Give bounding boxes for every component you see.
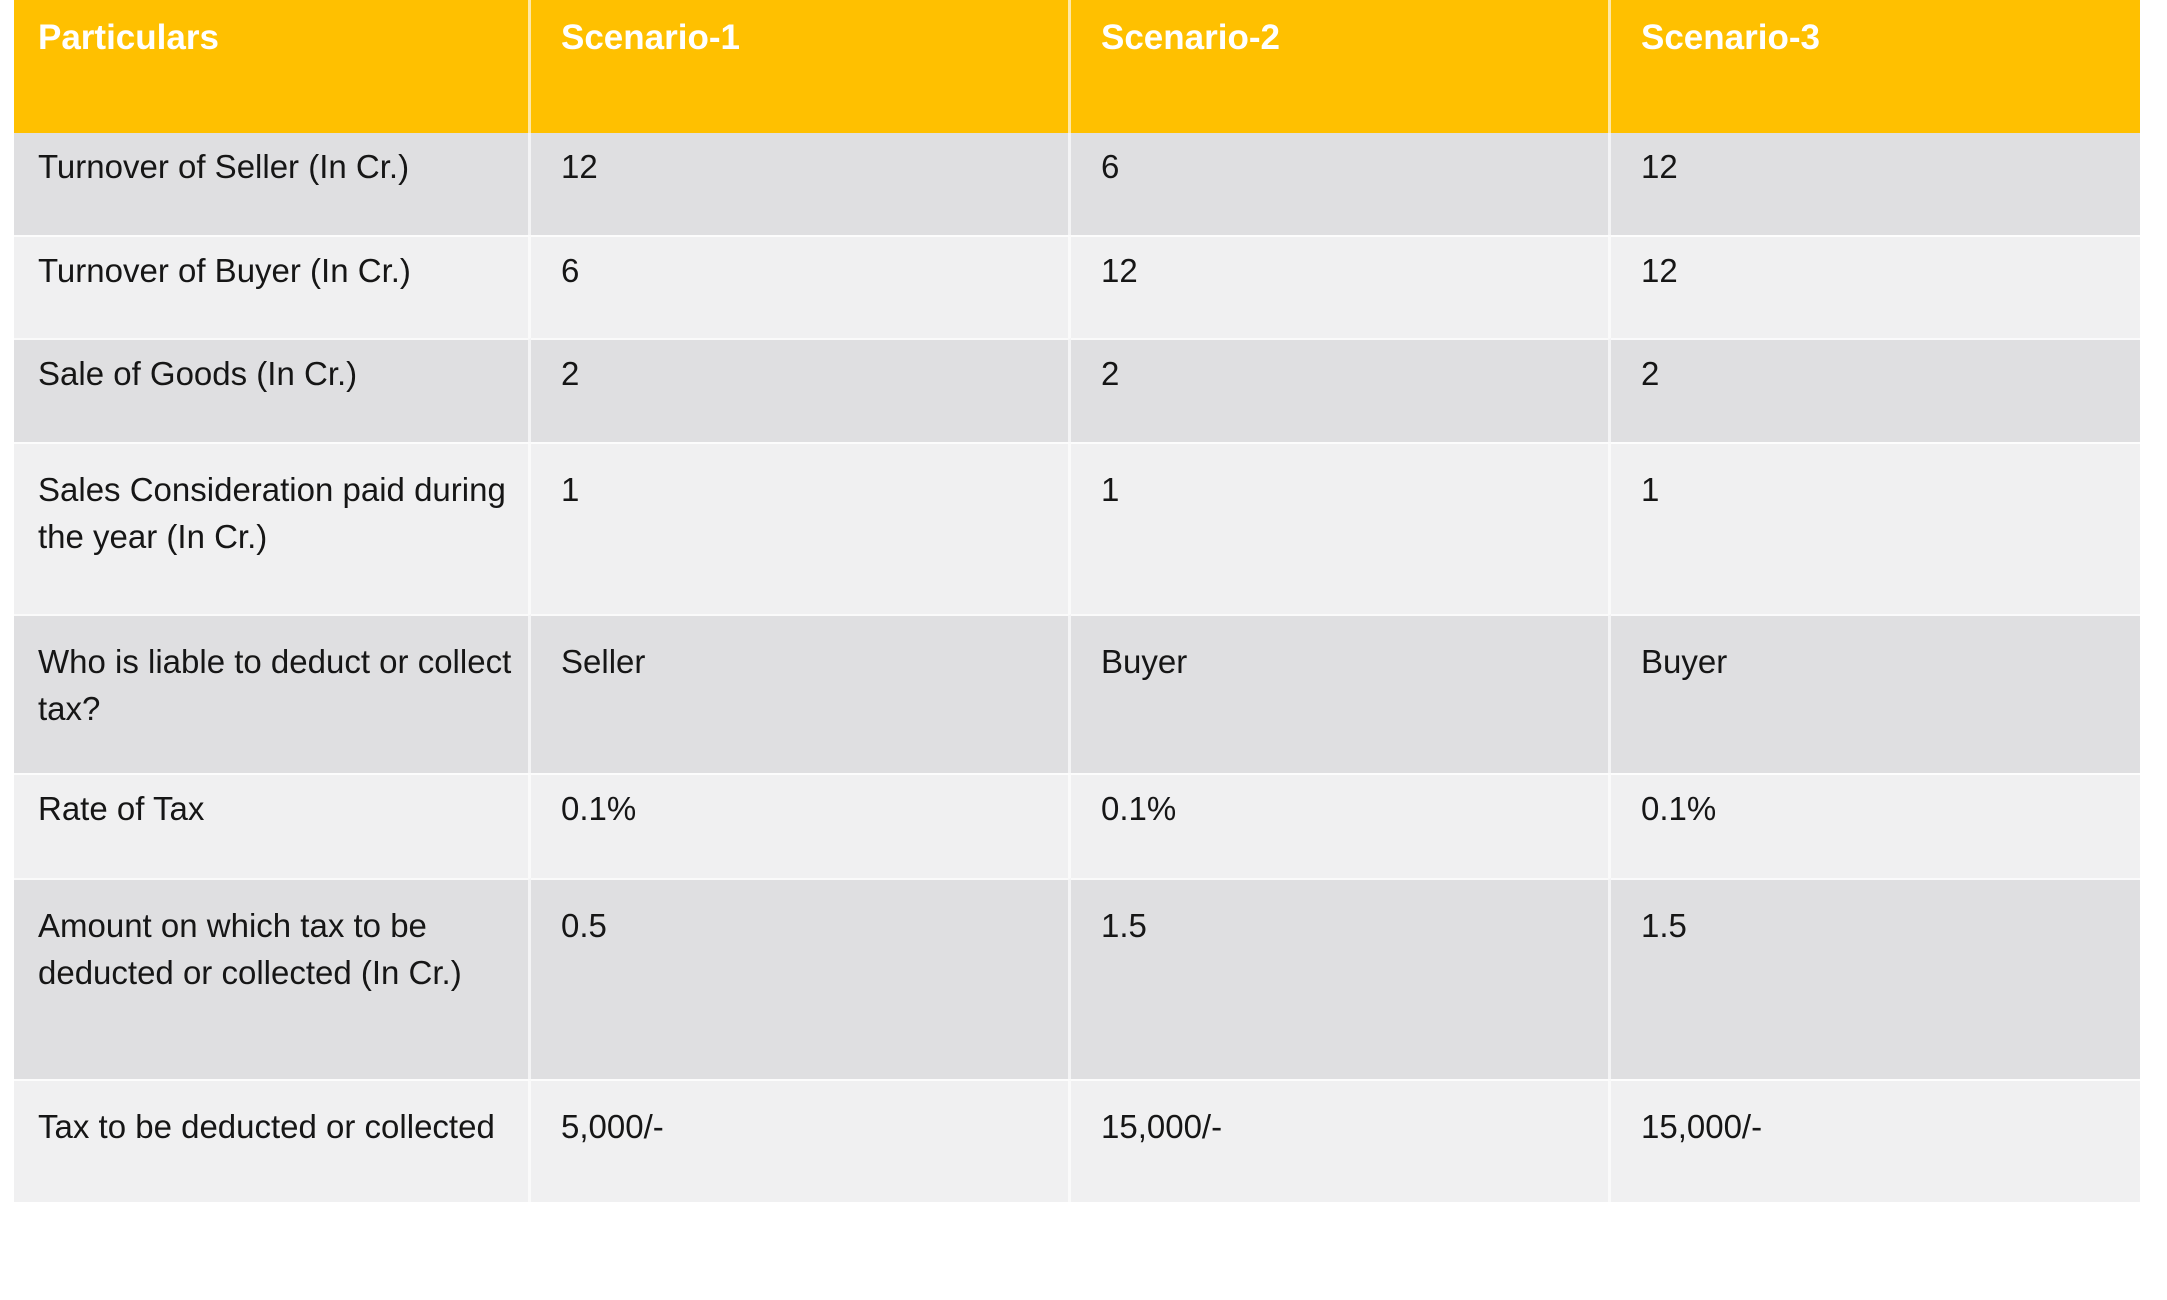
- header-cell-scenario-2: Scenario-2: [1071, 0, 1611, 133]
- row-label-cell: Turnover of Buyer (In Cr.): [14, 235, 531, 338]
- header-cell-scenario-3: Scenario-3: [1611, 0, 2140, 133]
- value-cell: 12: [1611, 235, 2140, 338]
- table-row: [14, 133, 2140, 235]
- tds-tcs-scenarios-table: [14, 0, 2140, 1202]
- value-cell: 6: [531, 235, 1071, 338]
- value-cell: 1: [1071, 442, 1611, 614]
- value-cell: 0.5: [531, 878, 1071, 1079]
- row-label-cell: Sales Consideration paid during the year (In Cr.): [14, 442, 531, 614]
- value-cell: 2: [531, 338, 1071, 442]
- table-row: [14, 614, 2140, 773]
- header-cell-scenario-1: Scenario-1: [531, 0, 1071, 133]
- row-label-cell: Rate of Tax: [14, 773, 531, 878]
- value-cell: 12: [1611, 133, 2140, 235]
- value-cell: Buyer: [1071, 614, 1611, 773]
- table-row: [14, 1079, 2140, 1202]
- value-cell: 15,000/-: [1071, 1079, 1611, 1202]
- value-cell: Buyer: [1611, 614, 2140, 773]
- value-cell: 6: [1071, 133, 1611, 235]
- row-label-cell: Who is liable to deduct or collect tax?: [14, 614, 531, 773]
- value-cell: 12: [1071, 235, 1611, 338]
- value-cell: Seller: [531, 614, 1071, 773]
- value-cell: 0.1%: [1071, 773, 1611, 878]
- row-label-cell: Amount on which tax to be deducted or collected (In Cr.): [14, 878, 531, 1079]
- row-label-cell: Turnover of Seller (In Cr.): [14, 133, 531, 235]
- table-header-row: [14, 0, 2140, 133]
- value-cell: 1.5: [1071, 878, 1611, 1079]
- value-cell: 1: [531, 442, 1071, 614]
- value-cell: 15,000/-: [1611, 1079, 2140, 1202]
- table-body: [14, 133, 2140, 1202]
- value-cell: 12: [531, 133, 1071, 235]
- value-cell: 5,000/-: [531, 1079, 1071, 1202]
- table-row: [14, 235, 2140, 338]
- table-row: [14, 442, 2140, 614]
- table-row: [14, 338, 2140, 442]
- value-cell: 1.5: [1611, 878, 2140, 1079]
- value-cell: 0.1%: [1611, 773, 2140, 878]
- row-label-cell: Tax to be deducted or collected: [14, 1079, 531, 1202]
- value-cell: 2: [1611, 338, 2140, 442]
- header-cell-particulars: Particulars: [14, 0, 531, 133]
- value-cell: 1: [1611, 442, 2140, 614]
- table-row: [14, 878, 2140, 1079]
- value-cell: 0.1%: [531, 773, 1071, 878]
- value-cell: 2: [1071, 338, 1611, 442]
- table-row: [14, 773, 2140, 878]
- row-label-cell: Sale of Goods (In Cr.): [14, 338, 531, 442]
